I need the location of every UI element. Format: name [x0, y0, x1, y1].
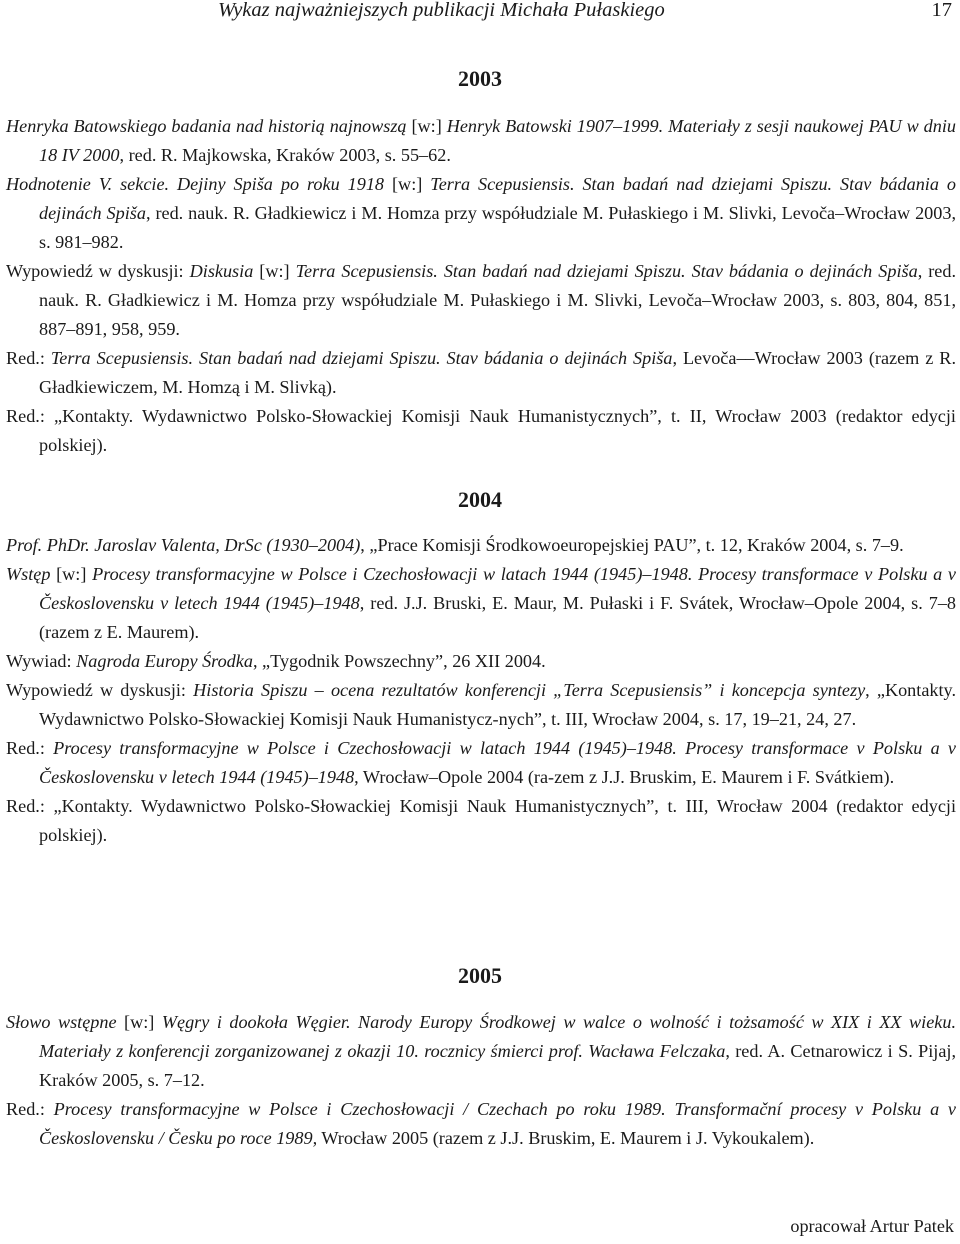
- entry-text: , red. J.J. Bruski, E. Maur, M. Pułaski i F. Svátek, Wrocław–Opole 2004, s. 7–8 (razem z E. Maurem).: [39, 593, 957, 642]
- italic-title-text: Terra Scepusiensis. Stan badań nad dziejami Spiszu. Stav bádania o dejinách Spiša: [295, 261, 918, 281]
- entry-text: , red. A. Cetnarowicz i S. Pijaj, Kraków 2005, s. 7–12.: [39, 1041, 956, 1090]
- italic-title-text: Procesy transformacyjne w Polsce i Czechosłowacji / Czechach po roku 1989. Transformační procesy v Polsku a v Československu / Česku po roce 1989,: [39, 1099, 956, 1148]
- italic-title-text: Słowo wstępne: [6, 1012, 117, 1032]
- entry-text: Red.:: [6, 738, 54, 758]
- italic-title-text: Węgry i dookoła Węgier. Narody Europy Środkowej w walce o wolność i tożsamość w XIX i XX wieku. Materiały z konferencji zorganizowanej z okazji 10. rocznicy śmierci prof. Wacława Felczaka: [39, 1012, 957, 1061]
- italic-title-text: Wstęp: [6, 564, 51, 584]
- entry-text: [w:]: [116, 1012, 162, 1032]
- entry-text: Wrocław 2005 (razem z J.J. Bruskim, E. Maurem i J. Vykoukalem).: [317, 1128, 815, 1148]
- bibliography-entry: [6, 402, 956, 460]
- entry-list-2004: [6, 531, 956, 850]
- entry-text: Wypowiedź w dyskusji:: [6, 261, 190, 281]
- year-heading-2005: 2005: [458, 963, 502, 988]
- page-number: 17: [931, 0, 952, 21]
- bibliography-entry: [6, 1095, 956, 1153]
- entry-text: Wywiad:: [6, 651, 77, 671]
- bibliography-entry: [6, 734, 956, 792]
- entry-list-2003: [6, 112, 956, 460]
- entry-text: [w:]: [406, 116, 447, 136]
- entry-text: , „Kontakty. Wydawnictwo Polsko-Słowackiej Komisji Nauk Humanistycz-nych”, t. III, Wrocław 2004, s. 17, 19–21, 24, 27.: [39, 680, 956, 729]
- running-title: Wykaz najważniejszych publikacji Michała Pułaskiego: [218, 0, 665, 21]
- entry-text: Red.: „Kontakty. Wydawnictwo Polsko-Słowackiej Komisji Nauk Humanistycznych”, t. II, Wrocław 2003 (redaktor edycji polskiej).: [6, 406, 956, 455]
- italic-title-text: Procesy transformacyjne w Polsce i Czechosłowacji w latach 1944 (1945)–1948. Procesy transformace v Polsku a v Československu v letech 1944 (1945)–1948: [39, 564, 956, 613]
- bibliography-entry: [6, 560, 956, 647]
- year-heading-2003: 2003: [458, 66, 502, 91]
- bibliography-entry: [6, 792, 956, 850]
- entry-text: , red. nauk. R. Gładkiewicz i M. Homza przy współudziale M. Pułaskiego i M. Slivki, Levoča–Wrocław 2003, s. 803, 804, 851, 887–891, 958, 959.: [39, 261, 957, 339]
- entry-text: , red. nauk. R. Gładkiewicz i M. Homza przy współudziale M. Pułaskiego i M. Slivki, Levoča–Wrocław 2003, s. 981–982.: [39, 203, 956, 252]
- italic-title-text: Historia Spiszu – ocena rezultatów konferencji „Terra Scepusiensis” i koncepcja syntezy: [193, 680, 866, 700]
- italic-title-text: Nagroda Europy Środka: [76, 651, 253, 671]
- italic-title-text: Terra Scepusiensis. Stan badań nad dziejami Spiszu. Stav bádania o dejinách Spiša: [39, 174, 957, 223]
- italic-title-text: Henryk Batowski 1907–1999. Materiały z sesji naukowej PAU w dniu 18 IV 2000: [39, 116, 956, 165]
- bibliography-entry: [6, 344, 956, 402]
- entry-text: Red.:: [6, 348, 51, 368]
- entry-text: , „Prace Komisji Środkowoeuropejskiej PAU”, t. 12, Kraków 2004, s. 7–9.: [360, 535, 904, 555]
- bibliography-entry: [6, 112, 956, 170]
- entry-text: , Levoča––Wrocław 2003 (razem z R. Gładkiewiczem, M. Homzą i M. Slivką).: [39, 348, 956, 397]
- signature: opracował Artur Patek: [790, 1216, 954, 1236]
- bibliography-entry: [6, 647, 956, 676]
- italic-title-text: Procesy transformacyjne w Polsce i Czechosłowacji w latach 1944 (1945)–1948. Procesy transformace v Polsku a v Československu v letech 1944 (1945)–1948: [39, 738, 956, 787]
- bibliography-entry: [6, 170, 956, 257]
- entry-list-2005: [6, 1008, 956, 1153]
- entry-text: , Wrocław–Opole 2004 (ra-zem z J.J. Bruskim, E. Maurem i F. Svátkiem).: [354, 767, 895, 787]
- entry-text: Red.:: [6, 1099, 54, 1119]
- bibliography-entry: [6, 676, 956, 734]
- entry-text: [w:]: [384, 174, 431, 194]
- entry-text: , red. R. Majkowska, Kraków 2003, s. 55–62.: [119, 145, 451, 165]
- bibliography-entry: [6, 1008, 956, 1095]
- bibliography-entry: [6, 257, 956, 344]
- entry-text: , „Tygodnik Powszechny”, 26 XII 2004.: [252, 651, 546, 671]
- italic-title-text: Terra Scepusiensis. Stan badań nad dziejami Spiszu. Stav bádania o dejinách Spiša: [50, 348, 673, 368]
- italic-title-text: Henryka Batowskiego badania nad historią najnowszą: [6, 116, 407, 136]
- entry-text: [w:]: [50, 564, 93, 584]
- entry-text: [w:]: [253, 261, 296, 281]
- bibliography-entry: [6, 531, 956, 560]
- italic-title-text: Hodnotenie V. sekcie. Dejiny Spiša po roku 1918: [6, 174, 385, 194]
- italic-title-text: Prof. PhDr. Jaroslav Valenta, DrSc (1930–2004): [6, 535, 361, 555]
- entry-text: Red.: „Kontakty. Wydawnictwo Polsko-Słowackiej Komisji Nauk Humanistycznych”, t. III, Wrocław 2004 (redaktor edycji polskiej).: [6, 796, 956, 845]
- italic-title-text: Diskusia: [189, 261, 254, 281]
- entry-text: Wypowiedź w dyskusji:: [6, 680, 194, 700]
- year-heading-2004: 2004: [458, 487, 502, 512]
